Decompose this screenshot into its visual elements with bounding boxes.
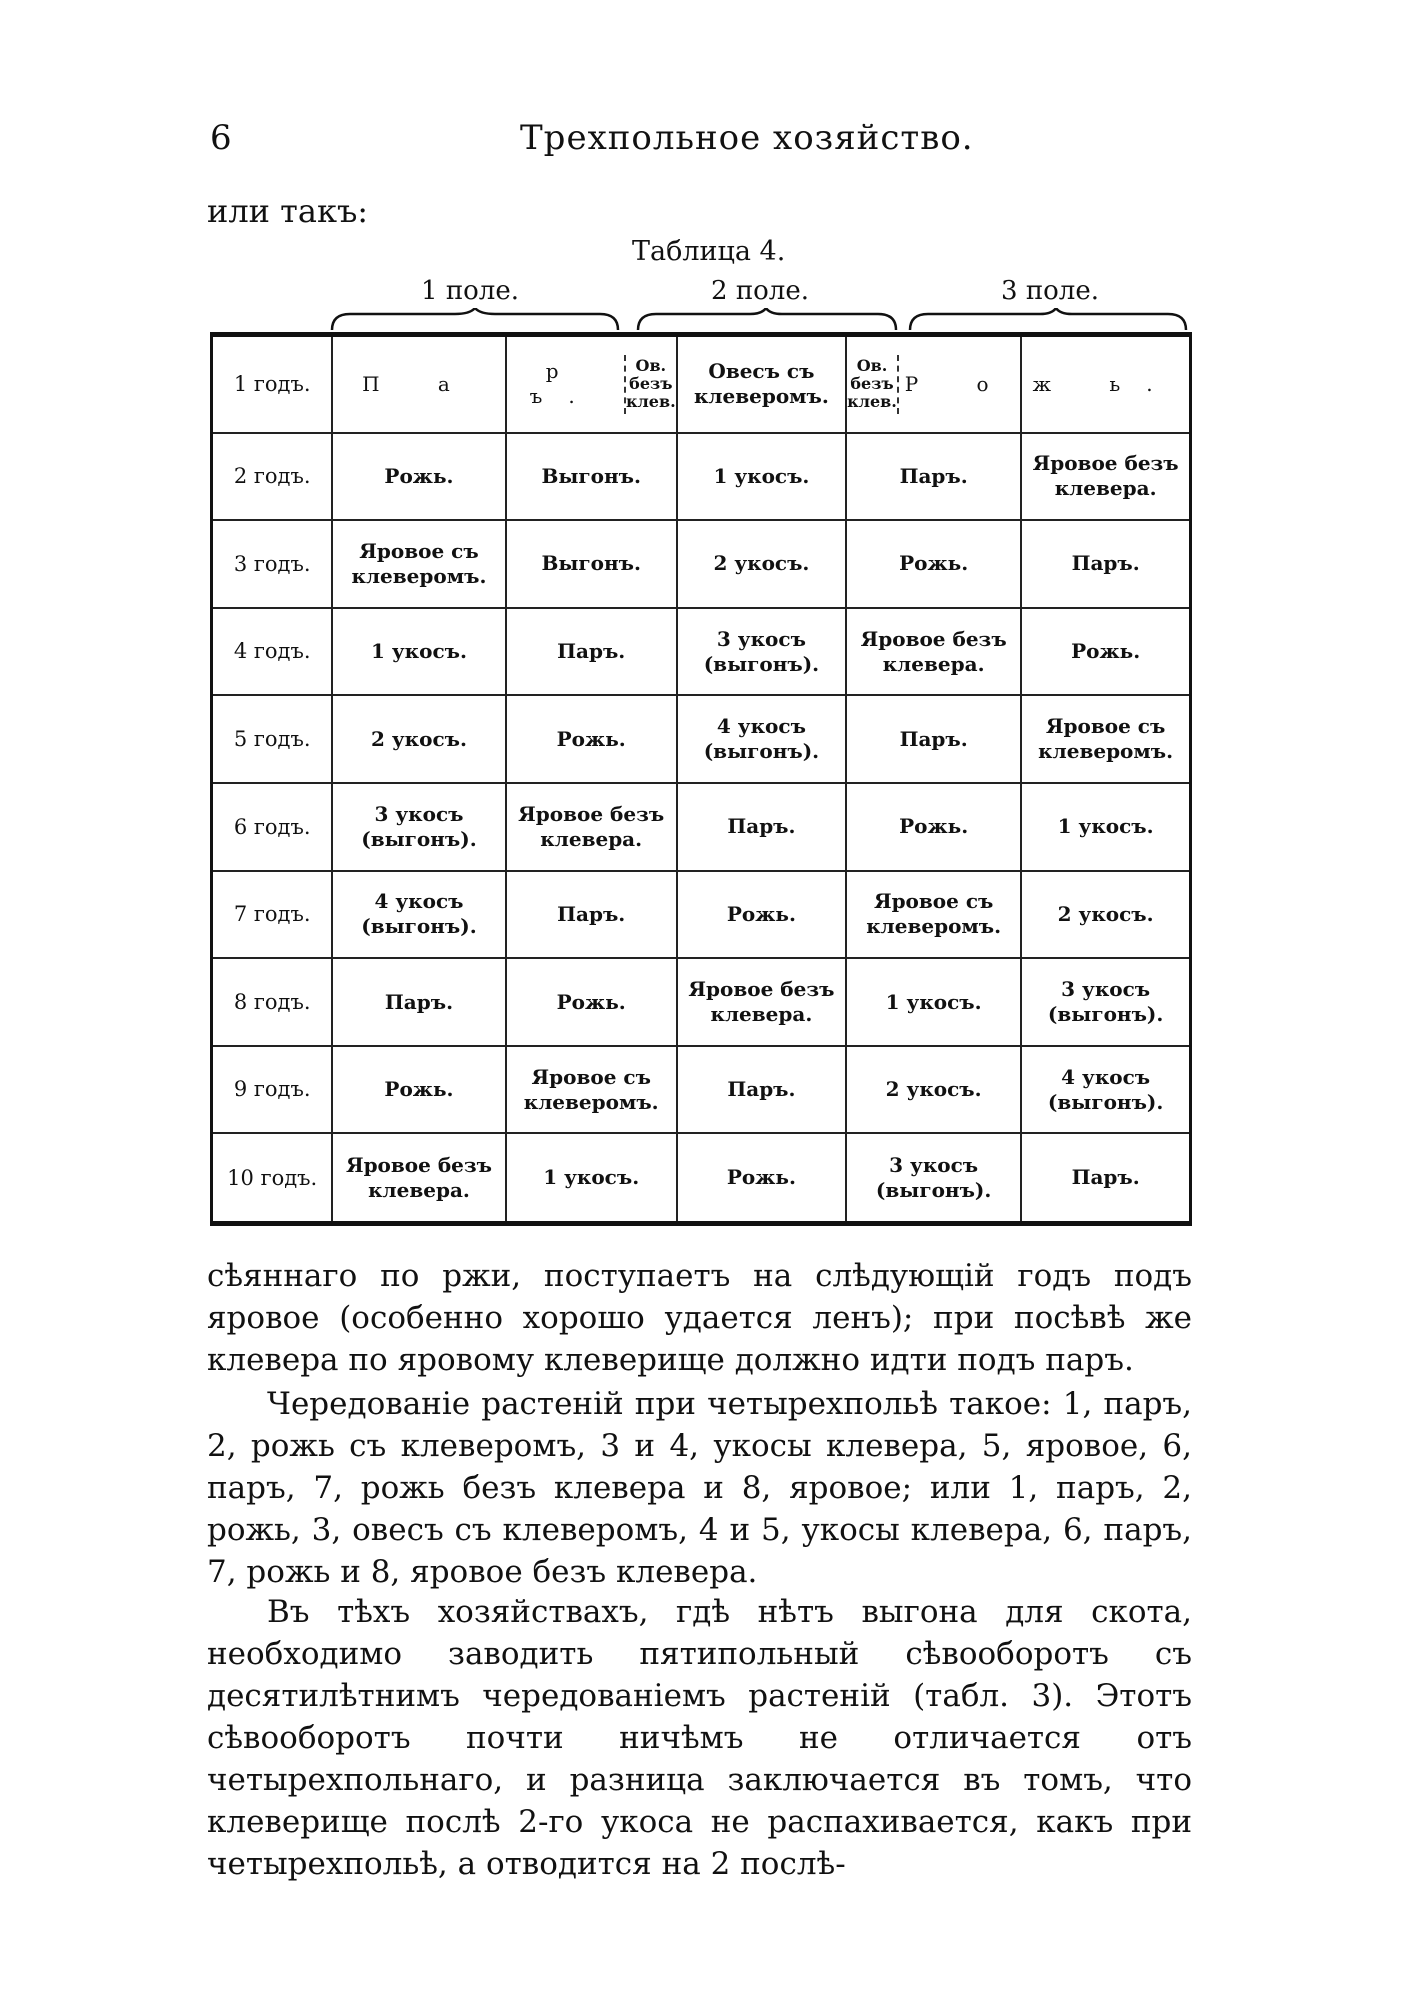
table-cell: 1 укосъ. (1021, 783, 1190, 871)
year-cell: 6 годъ. (212, 783, 333, 871)
cell-text: р ъ. (529, 359, 601, 409)
table-cell: Паръ. (332, 958, 505, 1046)
cell-text: П а (362, 371, 476, 396)
table-cell: Рожь. (677, 1133, 846, 1223)
table-cell: 2 укосъ. (677, 520, 846, 608)
cell-text: Р о (904, 371, 1015, 396)
table-cell: 2 укосъ. (846, 1046, 1021, 1134)
table-cell: Паръ. (677, 1046, 846, 1134)
table-cell: 4 укосъ (выгонъ). (332, 871, 505, 959)
table-cell: Яровое безъ клевера. (677, 958, 846, 1046)
field-label-3: 3 поле. (1001, 276, 1099, 306)
table-cell-split (846, 335, 1021, 433)
brace-field-1 (332, 308, 618, 330)
table-cell: Рожь. (1021, 608, 1190, 696)
field-label-1: 1 поле. (421, 276, 519, 306)
table-cell: Паръ. (846, 695, 1021, 783)
table-row (212, 520, 1191, 608)
table-cell: Выгонъ. (506, 433, 677, 521)
table-cell: Яровое съ клеверомъ. (332, 520, 505, 608)
year-cell: 9 годъ. (212, 1046, 333, 1134)
table-caption: Таблица 4. (632, 236, 786, 267)
page-number: 6 (210, 118, 232, 158)
cell-subtext: Ов. безъ клев. (624, 355, 676, 414)
table-cell: Паръ. (1021, 1133, 1190, 1223)
table-cell: Яровое съ клеверомъ. (846, 871, 1021, 959)
table-cell: Рожь. (846, 783, 1021, 871)
table-cell: 3 укосъ (выгонъ). (332, 783, 505, 871)
table-cell: 1 укосъ. (332, 608, 505, 696)
table-row (212, 695, 1191, 783)
year-cell: 7 годъ. (212, 871, 333, 959)
table-cell: Паръ. (677, 783, 846, 871)
table-cell (332, 335, 505, 433)
table-cell: Рожь. (677, 871, 846, 959)
table-cell: 2 укосъ. (332, 695, 505, 783)
table-row (212, 783, 1191, 871)
table-row (212, 871, 1191, 959)
table-cell: 3 укосъ (выгонъ). (677, 608, 846, 696)
brace-field-3 (910, 308, 1186, 330)
field-braces (330, 308, 1190, 332)
table-cell: Яровое безъ клевера. (506, 783, 677, 871)
cell-subtext: Ов. безъ клев. (847, 355, 899, 414)
table-cell: Рожь. (506, 695, 677, 783)
year-cell: 10 годъ. (212, 1133, 333, 1223)
table-cell: 4 укосъ (выгонъ). (677, 695, 846, 783)
table-row (212, 335, 1191, 433)
table-cell: Яровое безъ клевера. (332, 1133, 505, 1223)
year-cell: 3 годъ. (212, 520, 333, 608)
table-cell: Овесъ съ клеверомъ. (677, 335, 846, 433)
intro-text: или такъ: (207, 192, 369, 230)
table-cell: Выгонъ. (506, 520, 677, 608)
table-row (212, 1046, 1191, 1134)
table-row (212, 958, 1191, 1046)
table-cell: Рожь. (846, 520, 1021, 608)
table-cell: 3 укосъ (выгонъ). (1021, 958, 1190, 1046)
table-cell: Паръ. (506, 608, 677, 696)
table-cell: Яровое съ клеверомъ. (1021, 695, 1190, 783)
table-cell: 1 укосъ. (846, 958, 1021, 1046)
table-cell: 4 укосъ (выгонъ). (1021, 1046, 1190, 1134)
cell-text: ж ь. (1032, 371, 1179, 396)
table-row (212, 1133, 1191, 1223)
table-cell: Паръ. (846, 433, 1021, 521)
table-cell: 2 укосъ. (1021, 871, 1190, 959)
running-title: Трехпольное хозяйство. (520, 118, 974, 158)
table-cell (1021, 335, 1190, 433)
table-row (212, 608, 1191, 696)
table-cell: Рожь. (332, 1046, 505, 1134)
table-cell-split (506, 335, 677, 433)
table-cell: Яровое съ клеверомъ. (506, 1046, 677, 1134)
brace-field-2 (638, 308, 896, 330)
year-cell: 4 годъ. (212, 608, 333, 696)
table-cell: Паръ. (506, 871, 677, 959)
table-cell: Яровое безъ клевера. (1021, 433, 1190, 521)
year-cell: 8 годъ. (212, 958, 333, 1046)
table-cell: 3 укосъ (выгонъ). (846, 1133, 1021, 1223)
paragraph: сѣяннаго по ржи, поступаетъ на слѣдующій годъ подъ яровое (особенно хорошо удается ленъ); при посѣвѣ же клевера по яровому клеверище должно идти подъ паръ. (207, 1258, 1192, 1378)
field-label-2: 2 поле. (711, 276, 809, 306)
year-cell: 2 годъ. (212, 433, 333, 521)
rotation-table (210, 332, 1192, 1226)
table-cell: Рожь. (506, 958, 677, 1046)
table-cell: 1 укосъ. (677, 433, 846, 521)
table-cell: Паръ. (1021, 520, 1190, 608)
paragraph: Въ тѣхъ хозяйствахъ, гдѣ нѣтъ выгона для скота, необходимо заводить пятипольный сѣвооборотъ съ десятилѣтнимъ чередованіемъ растеній (табл. 3). Этотъ сѣвооборотъ почти ничѣмъ не отличается отъ четырехпольнаго, и разница заключается въ томъ, что клеверище послѣ 2-го укоса не распахивается, какъ при четырехпольѣ, а отводится на 2 послѣ- (207, 1594, 1192, 1882)
table-row (212, 433, 1191, 521)
year-cell: 5 годъ. (212, 695, 333, 783)
year-cell: 1 годъ. (212, 335, 333, 433)
table-cell: 1 укосъ. (506, 1133, 677, 1223)
paragraph: Чередованіе растеній при четырехпольѣ такое: 1, паръ, 2, рожь съ клеверомъ, 3 и 4, укосы клевера, 5, яровое, 6, паръ, 7, рожь безъ клевера и 8, яровое; или 1, паръ, 2, рожь, 3, овесъ съ клеверомъ, 4 и 5, укосы клевера, 6, паръ, 7, рожь и 8, яровое безъ клевера. (207, 1386, 1192, 1590)
table-cell: Рожь. (332, 433, 505, 521)
table-cell: Яровое безъ клевера. (846, 608, 1021, 696)
